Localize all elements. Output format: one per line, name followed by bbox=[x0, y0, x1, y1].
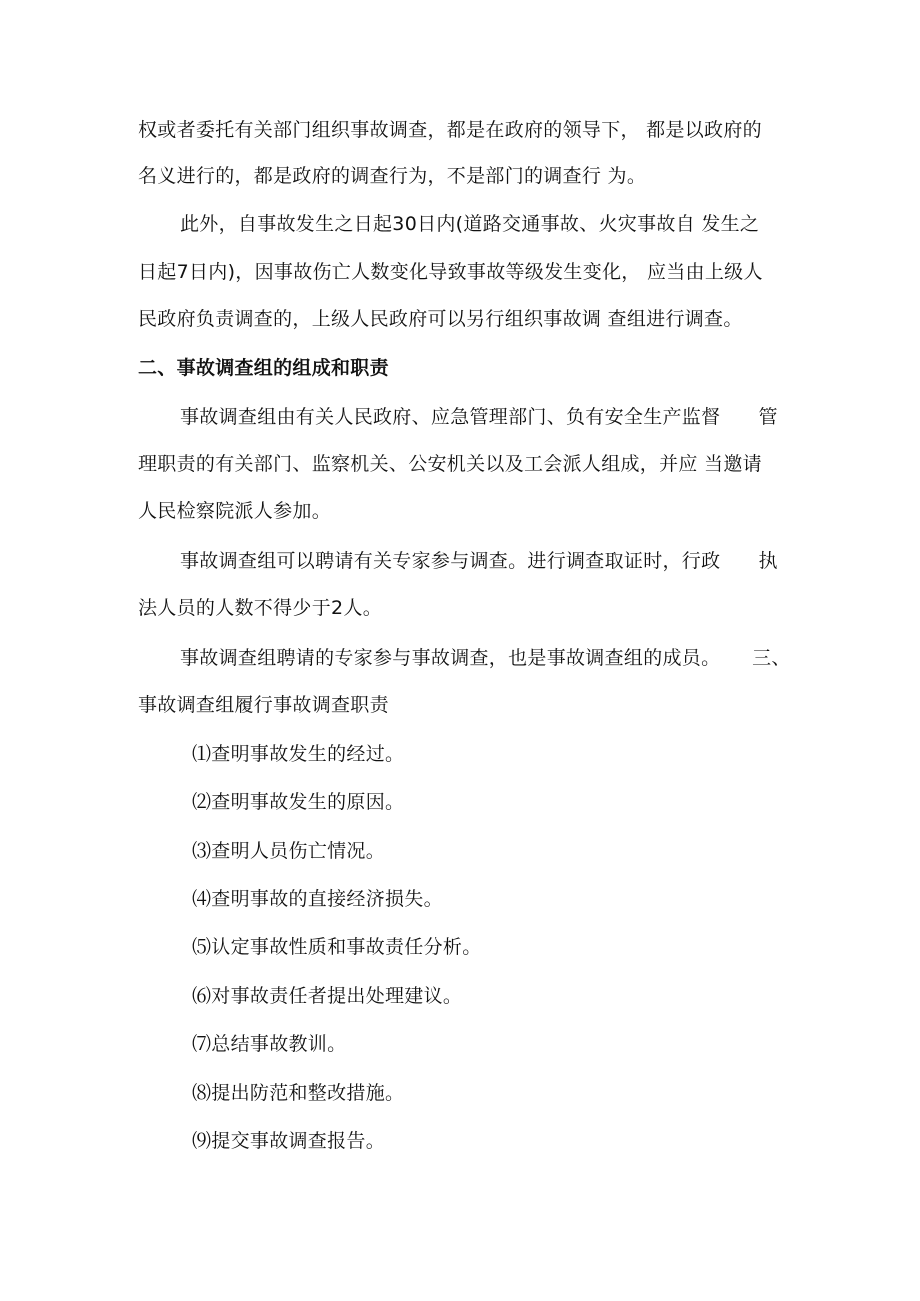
paragraph-3-line-1: 事故调查组由有关人民政府、应急管理部门、负有安全生产监督 管 bbox=[180, 406, 778, 428]
paragraph-3-line-3: 人民检察院派人参加。 bbox=[138, 500, 332, 522]
duty-item-6: ⑹对事故责任者提出处理建议。 bbox=[192, 985, 463, 1007]
paragraph-5-line-2: 事故调查组履行事故调查职责 bbox=[138, 694, 389, 716]
duty-item-8: ⑻提出防范和整改措施。 bbox=[192, 1082, 405, 1104]
paragraph-1-line-2: 名义进行的，都是政府的调查行为，不是部门的调查行 为。 bbox=[138, 165, 647, 187]
paragraph-2-line-2: 日起7日内)，因事故伤亡人数变化导致事故等级发生变化， 应当由上级人 bbox=[138, 261, 763, 283]
paragraph-1-line-1: 权或者委托有关部门组织事故调查，都是在政府的领导下， 都是以政府的 bbox=[138, 119, 762, 141]
duty-item-9: ⑼提交事故调查报告。 bbox=[192, 1130, 386, 1152]
section-2-title: 二、事故调查组的组成和职责 bbox=[138, 357, 389, 379]
paragraph-5-line-1: 事故调查组聘请的专家参与事故调查，也是事故调查组的成员。 三、 bbox=[180, 647, 791, 669]
paragraph-2-line-1: 此外，自事故发生之日起30日内(道路交通事故、火灾事故自 发生之 bbox=[180, 213, 760, 235]
paragraph-3-line-2: 理职责的有关部门、监察机关、公安机关以及工会派人组成，并应 当邀请 bbox=[138, 453, 762, 475]
duty-item-3: ⑶查明人员伤亡情况。 bbox=[192, 840, 386, 862]
paragraph-4-line-1: 事故调查组可以聘请有关专家参与调查。进行调查取证时，行政 执 bbox=[180, 550, 778, 572]
duty-item-4: ⑷查明事故的直接经济损失。 bbox=[192, 888, 443, 910]
duty-item-5: ⑸认定事故性质和事故责任分析。 bbox=[192, 936, 482, 958]
paragraph-4-line-2: 法人员的人数不得少于2人。 bbox=[138, 597, 382, 619]
duty-item-7: ⑺总结事故教训。 bbox=[192, 1033, 347, 1055]
duty-item-1: ⑴查明事故发生的经过。 bbox=[192, 743, 405, 765]
duty-item-2: ⑵查明事故发生的原因。 bbox=[192, 791, 405, 813]
paragraph-2-line-3: 民政府负责调查的，上级人民政府可以另行组织事故调 查组进行调查。 bbox=[138, 308, 743, 330]
